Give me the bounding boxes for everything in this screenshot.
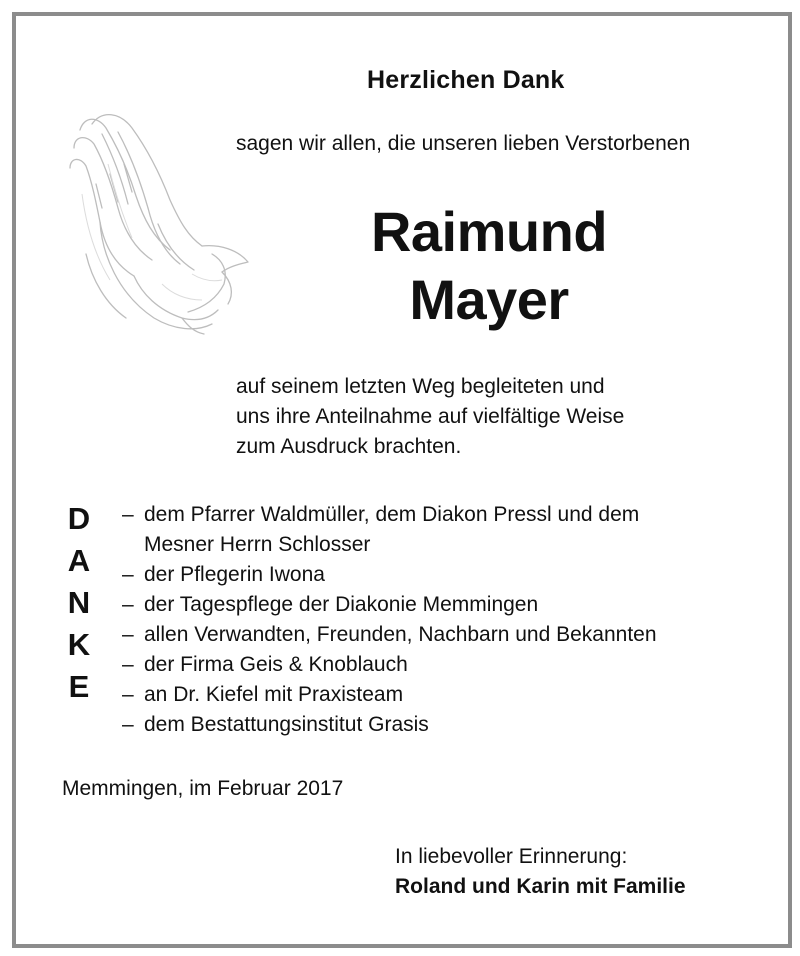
danke-letter: K [67,627,91,662]
heading: Herzlichen Dank [367,66,565,94]
intro-text: sagen wir allen, die unseren lieben Verstorbenen [236,132,691,155]
thanks-list [122,500,657,740]
thanks-item: Mesner Herrn Schlosser [144,533,371,556]
danke-letter: N [67,585,91,620]
name-last: Mayer [409,268,569,331]
danke-vertical [62,498,96,708]
deceased-name [236,198,742,334]
after-text [236,372,624,462]
danke-letter: D [67,501,91,536]
name-first: Raimund [370,200,608,263]
signature-names: Roland und Karin mit Familie [395,875,686,898]
thanks-item: – an Dr. Kiefel mit Praxisteam [122,683,404,706]
thanks-item: – allen Verwandten, Freunden, Nachbarn und Bekannten [122,623,657,646]
thanks-item: – der Tagespflege der Diakonie Memmingen [122,593,539,616]
signature-intro: In liebevoller Erinnerung: [395,845,628,868]
thanks-item: – dem Bestattungsinstitut Grasis [122,713,429,736]
place-date: Memmingen, im Februar 2017 [62,777,344,800]
after-line: uns ihre Anteilnahme auf vielfältige Weise [236,405,625,428]
after-line: zum Ausdruck brachten. [236,435,462,458]
praying-hands-icon [62,104,252,340]
danke-letter: A [67,543,91,578]
thanks-item: – der Pflegerin Iwona [122,563,325,586]
after-line: auf seinem letzten Weg begleiteten und [236,375,605,398]
thanks-item: – dem Pfarrer Waldmüller, dem Diakon Pressl und dem [122,503,640,526]
thanks-item: – der Firma Geis & Knoblauch [122,653,408,676]
danke-letter: E [68,669,90,704]
